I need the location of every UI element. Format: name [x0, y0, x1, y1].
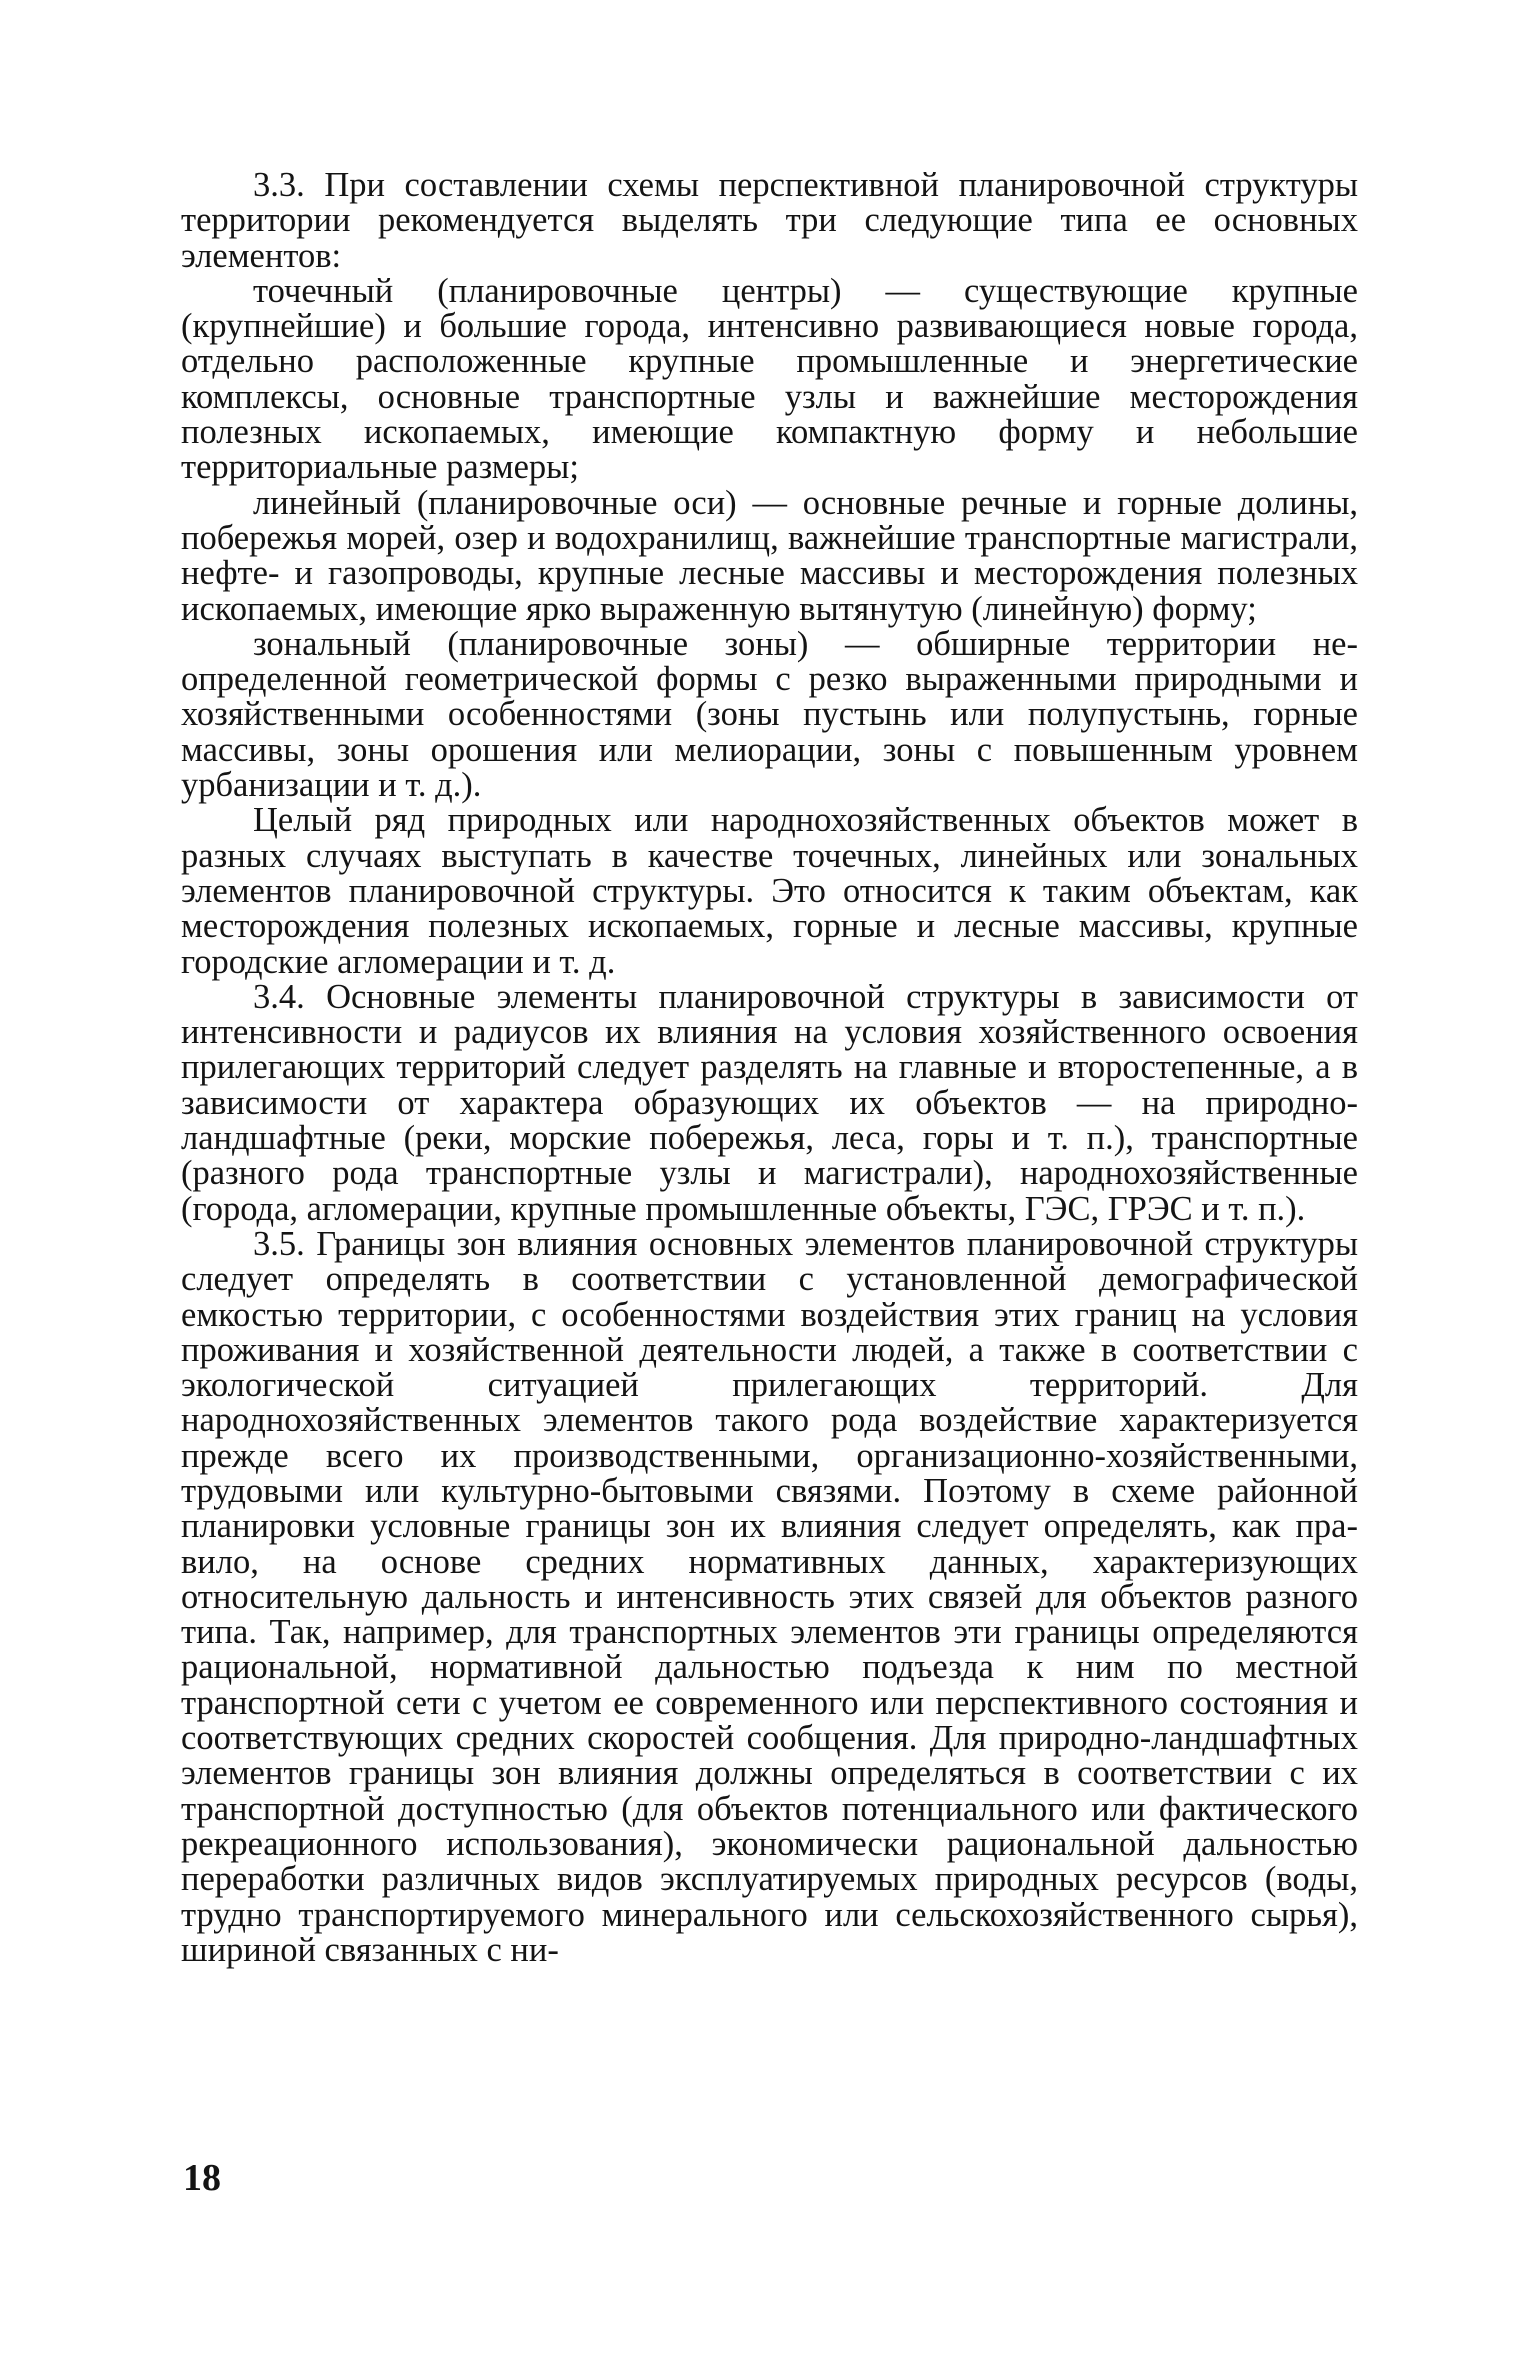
- paragraph-zonal-element: зональный (планировочные зоны) — обширные территории неопределенной геометрической формы с резко выраженными природными и хозяйственными особенностями (зоны пустынь или полупустынь, горные массивы, зоны орошения или мелиорации, зоны с повышенным уровнем урбанизации и т. д.).: [181, 624, 1358, 805]
- paragraph-3-5: 3.5. Границы зон влияния основных элементов планировочной структуры следует определять в соответствии с установленной демографической емкостью территории, с особенностями воздействия этих границ на условия проживания и хозяйственной деятельности людей, а также в соответствии с экологической ситуацией прилегающих территорий. Для народнохозяйственных элементов такого рода воздействие характеризуется прежде всего их производственными, организационно-хозяйственными, трудовыми или культурно-бытовыми связями. Поэтому в схеме районной планировки условные границы зон их влияния следует определять, как правило, на основе средних нормативных данных, характеризующих относительную дальность и интенсивность этих связей для объектов разного типа. Так, например, для транспортных элементов эти границы определяются рациональной, нормативной дальностью подъезда к ним по местной транспортной сети с учетом ее современного или перспективного состояния и соответствующих средних скоростей сообщения. Для природно-ландшафтных элементов границы зон влияния должны определяться в соответствии с их транспортной доступностью (для объектов потенциального или фактического рекреационного использования), экономически рациональной дальностью переработки различных видов эксплуатируемых природных ресурсов (воды, трудно транспортируемого минерального или сельскохозяйственного сырья), шириной связанных с ни-: [181, 1224, 1358, 1969]
- page-number: 18: [183, 2157, 221, 2199]
- paragraph-3-4: 3.4. Основные элементы планировочной структуры в зависимости от интенсивности и радиусов их влияния на условия хозяйственного освоения прилегающих территорий следует разделять на главные и второстепенные, а в зависимости от характера образующих их объектов — на природно-ландшафтные (реки, морские побережья, леса, горы и т. п.), транспортные (разного рода транспортные узлы и магистрали), народнохозяйственные (города, агломерации, крупные промышленные объекты, ГЭС, ГРЭС и т. п.).: [181, 977, 1358, 1228]
- paragraph-point-element: точечный (планировочные центры) — существующие крупные (крупнейшие) и большие города, интенсивно развивающиеся новые города, отдельно расположенные крупные промышленные и энергетические комплексы, основные транспортные узлы и важнейшие месторождения полезных ископаемых, имеющие компактную форму и небольшие территориальные размеры;: [181, 271, 1358, 487]
- paragraph-linear-element: линейный (планировочные оси) — основные речные и горные долины, побережья морей, озер и водохранилищ, важнейшие транспортные магистрали, нефте- и газопроводы, крупные лесные массивы и месторождения полезных ископаемых, имеющие ярко выраженную вытянутую (линейную) форму;: [181, 483, 1358, 628]
- page-text-body: [181, 168, 1358, 1968]
- paragraph-3-3: 3.3. При составлении схемы перспективной планировочной структуры территории рекомендуется выделять три следующие типа ее основных элементов:: [181, 166, 1358, 275]
- paragraph-objects: Целый ряд природных или народнохозяйственных объектов может в разных случаях выступать в качестве точечных, линейных или зональных элементов планировочной структуры. Это относится к таким объектам, как месторождения полезных ископаемых, горные и лесные массивы, крупные городские агломерации и т. д.: [181, 801, 1358, 981]
